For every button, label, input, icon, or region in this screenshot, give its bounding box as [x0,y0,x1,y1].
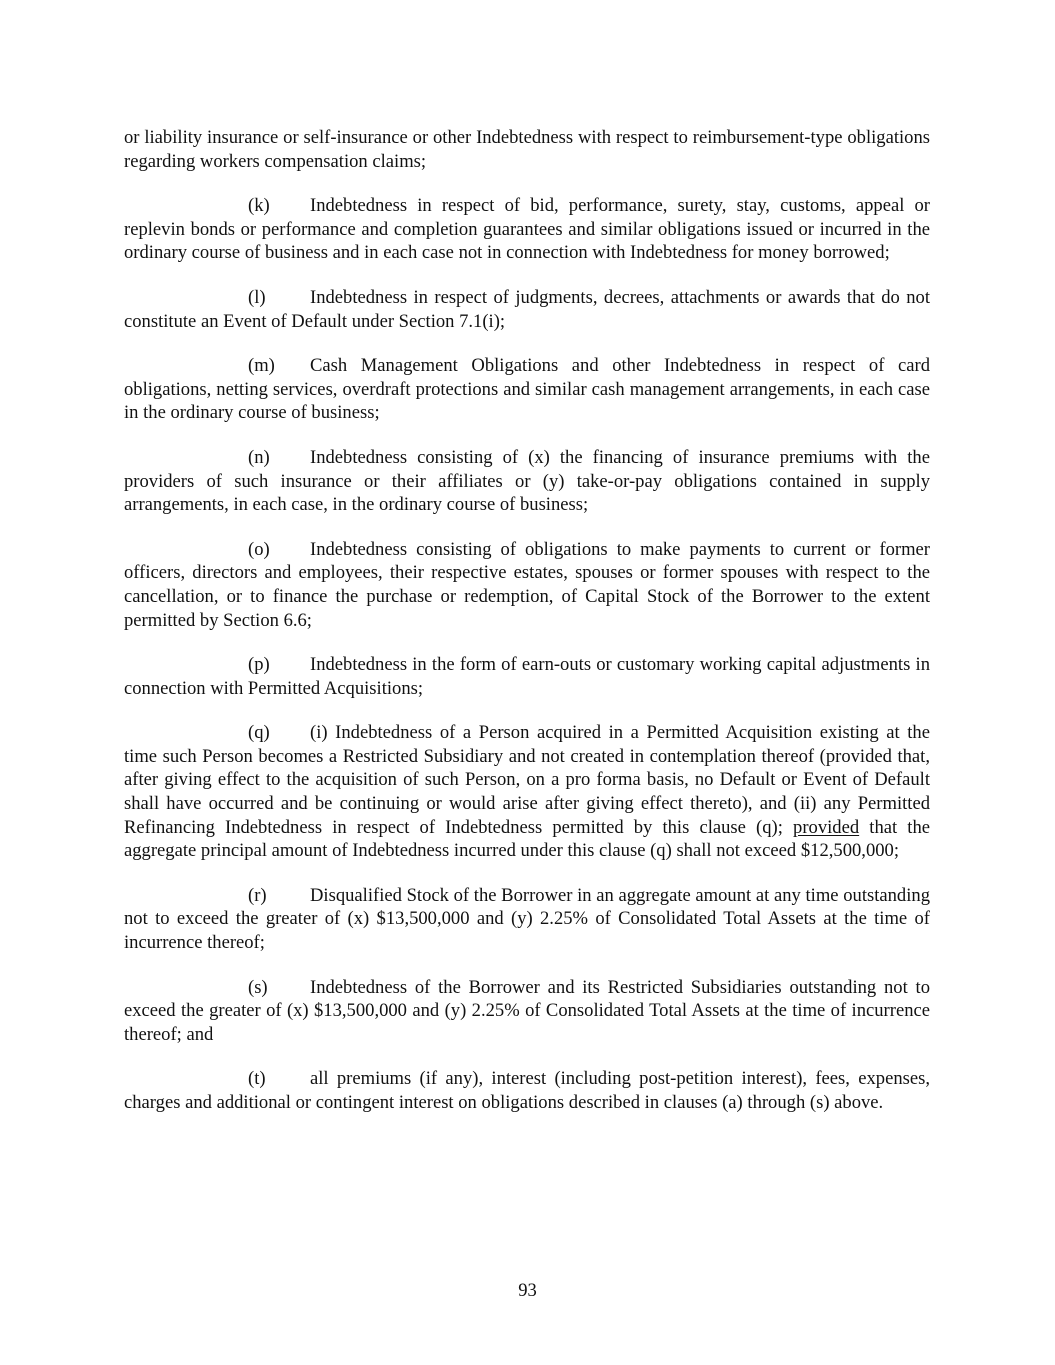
clause-p [124,653,930,700]
continuation-paragraph: or liability insurance or self-insurance or other Indebtedness with respect to reimbursement-type obligations regarding workers compensation claims; [124,127,930,172]
clause-text: Indebtedness consisting of (x) the financing of insurance premiums with the providers of such insurance or their affiliates or (y) take-or-pay obligations contained in supply arrangements, in each case, in the ordinary course of business; [124,446,930,516]
clause-k [124,194,930,265]
clause-text: Cash Management Obligations and other Indebtedness in respect of card obligations, netting services, overdraft protections and similar cash management arrangements, in each case in the ordinary course of business; [124,355,930,424]
clause-n [124,446,930,517]
clause-label: (r) [248,884,267,906]
clause-label: (m) [248,355,275,377]
clause-l [124,286,930,333]
clause-text: Indebtedness of the Borrower and its Restricted Subsidiaries outstanding not to exceed the greater of (x) $13,500,000 and (y) 2.25% of Consolidated Total Assets at the time of incurrence thereof; and [124,976,930,1045]
clause-label: (l) [248,286,266,308]
clause-r [124,884,930,955]
clause-text: Indebtedness in respect of bid, performance, surety, stay, customs, appeal or replevin bonds or performance and completion guarantees and similar obligations issued or incurred in the ordinary course of business and in each case not in connection with Indebtedness for money borrowed; [124,195,930,264]
clause-text: (i) Indebtedness of a Person acquired in a Permitted Acquisition existing at the time such Person becomes a Restricted Subsidiary and not created in contemplation thereof (provided that, after giving effect to the acquisition of such Person, on a pro forma basis, no Default or Event of Default shall have occurred and be continuing or would arise after giving effect thereto), and (ii) any Permitted Refinancing Indebtedness in respect of Indebtedness permitted by this clause (q); [124,722,930,838]
clause-label: (n) [248,446,270,468]
clause-label: (k) [248,195,270,217]
clause-o [124,538,930,632]
clause-q [124,721,930,863]
clause-label: (q) [248,722,270,744]
page-number: 93 [518,1280,537,1301]
clause-t [124,1067,930,1114]
clause-text: Indebtedness in the form of earn-outs or customary working capital adjustments in connection with Permitted Acquisitions; [124,654,930,699]
document-body [124,126,930,1136]
clause-label: (s) [248,976,268,998]
clause-s [124,976,930,1047]
provided-term: provided [793,816,860,838]
clause-m [124,354,930,425]
clause-text-continued: that the aggregate principal amount of Indebtedness incurred under this clause (q) shall not exceed $12,500,000; [124,816,931,862]
clause-label: (o) [248,538,270,560]
clause-label: (p) [248,654,270,676]
clause-text: Indebtedness consisting of obligations to make payments to current or former officers, directors and employees, their respective estates, spouses or former spouses with respect to the cancellation, or to finance the purchase or redemption, of Capital Stock of the Borrower to the extent permitted by Section 6.6; [124,538,930,631]
clause-text: all premiums (if any), interest (including post-petition interest), fees, expenses, charges and additional or contingent interest on obligations described in clauses (a) through (s) above. [124,1068,930,1113]
clause-label: (t) [248,1068,266,1090]
clause-text: Indebtedness in respect of judgments, decrees, attachments or awards that do not constitute an Event of Default under Section 7.1(i); [124,286,930,332]
clause-text: Disqualified Stock of the Borrower in an aggregate amount at any time outstanding not to exceed the greater of (x) $13,500,000 and (y) 2.25% of Consolidated Total Assets at the time of incurrence thereof; [124,884,930,954]
